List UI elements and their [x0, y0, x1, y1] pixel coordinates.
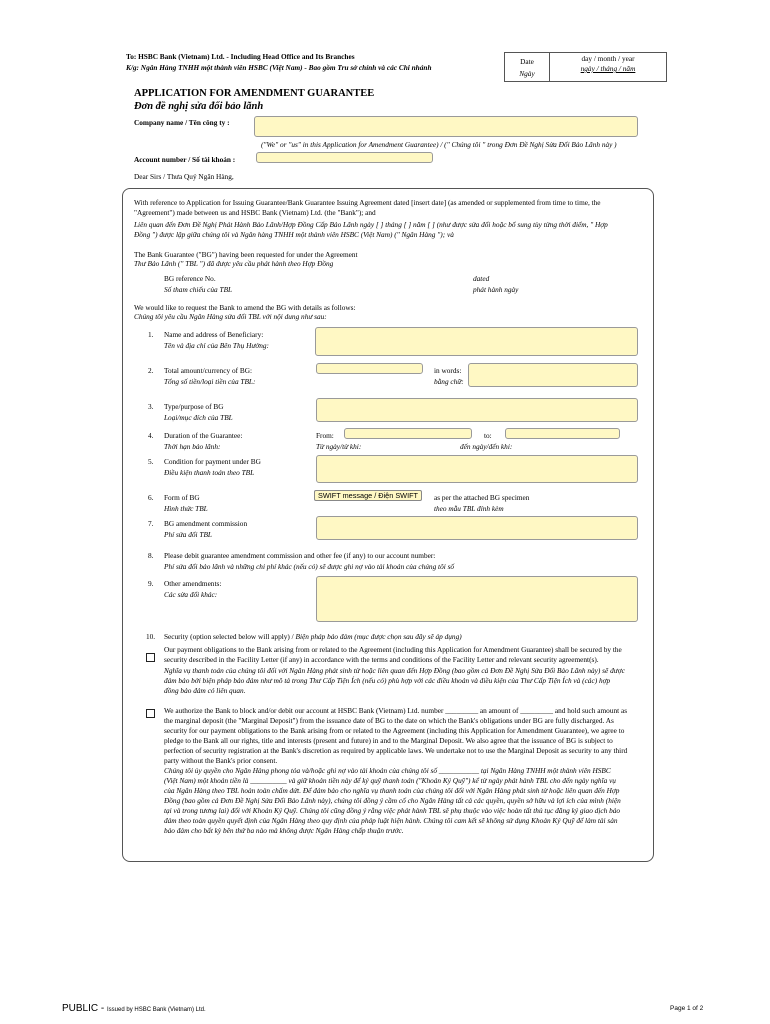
item-7-number: 7. [148, 519, 154, 528]
item-3-number: 3. [148, 402, 154, 411]
bg-requested-line: The Bank Guarantee ("BG") having been requested for under the Agreement [134, 250, 358, 259]
to-label-vn: đến ngày/đến khi: [460, 442, 513, 451]
item-5-label-vn: Điều kiện thanh toán theo TBL [164, 468, 255, 477]
date-label-box [504, 52, 550, 82]
security-option-2-line: đảm theo toàn quyền quyết định của Ngân Hàng theo quy định của pháp luật hiện hành. Chúng tôi cam kết sẽ không sử dụng Khoản Ký Quỹ để làm tài sản [164, 816, 618, 825]
item-9-label: Other amendments: [164, 579, 222, 588]
intro-line-1: With reference to Application for Issuing Guarantee/Bank Guarantee Issuing Agreement dated [insert date] (as amended or supplemented from time to time, the [134, 198, 601, 207]
security-option-2-line: pledge to the Bank all our rights, title and interests (present and future) in and to the Marginal Deposit. We also agree that the issuance of BG is subject to [164, 736, 613, 745]
amend-request-line: We would like to request the Bank to amend the BG with details as follows: [134, 303, 356, 312]
intro-line-2: "Agreement") made between us and HSBC Bank (Vietnam) Ltd. (the "Bank"); and [134, 208, 376, 217]
bg-type-input[interactable] [316, 398, 638, 422]
item-2-label: Total amount/currency of BG: [164, 366, 253, 375]
footer-issued: Issued by HSBC Bank (Vietnam) Ltd. [107, 1007, 206, 1013]
intro-line-4: Đồng ") được lập giữa chúng tôi và Ngân hàng TNHH một thành viên HSBC (Việt Nam) (" Ngân Hàng "); và [134, 230, 454, 239]
item-10-label-en: Security (option selected below will apply) / [164, 632, 296, 641]
item-6-label-vn: Hình thức TBL [164, 504, 208, 513]
item-8-label: Please debit guarantee amendment commission and other fee (if any) to our account number: [164, 551, 436, 560]
item-5-number: 5. [148, 457, 154, 466]
item-6-label: Form of BG [164, 493, 200, 502]
beneficiary-input[interactable] [315, 327, 638, 356]
duration-from-input[interactable] [344, 428, 472, 439]
item-10-label-vn: Biện pháp bảo đảm (mục được chọn sau đây sẽ áp dụng) [295, 632, 462, 641]
page-title-vn: Đơn đề nghị sửa đổi bảo lãnh [134, 101, 264, 112]
item-1-label-vn: Tên và địa chỉ của Bên Thụ Hưởng: [164, 341, 269, 350]
security-option-2-line: (Việt Nam) một khoản tiền là __________ và giữ khoản tiền này để ký quỹ thanh toán ("Khoản Ký Quỹ") kể từ ngày phát hành TBL cho đến ngày nghĩa vụ [164, 776, 616, 785]
to-line: To: HSBC Bank (Vietnam) Ltd. - Including Head Office and Its Branches [126, 52, 355, 61]
date-label: Date [520, 57, 534, 66]
item-8-label-vn: Phí sửa đổi bảo lãnh và những chi phí khác (nếu có) sẽ được ghi nợ vào tài khoản của chúng tôi số [164, 562, 455, 571]
bg-form-select[interactable]: SWIFT message / Điện SWIFT [314, 490, 422, 501]
item-1-label: Name and address of Beneficiary: [164, 330, 264, 339]
intro-line-3: Liên quan đến Đơn Đề Nghị Phát Hành Bảo Lãnh/Hợp Đồng Cấp Bảo Lãnh ngày [ ] tháng [ ] năm [ ] (như được sửa đổi hoặc bổ sung tùy từng thời điểm, " Hợp [134, 220, 608, 229]
item-7-label: BG amendment commission [164, 519, 248, 528]
security-option-2-checkbox[interactable] [146, 709, 155, 718]
item-4-number: 4. [148, 431, 154, 440]
in-words-label: in words: [434, 366, 462, 375]
bg-dated-label: dated [473, 274, 490, 283]
security-option-2-line: tại và trong tương lai) đối với Khoản Ký Quỹ. Chúng tôi cũng đồng ý rằng việc phát hành TBL sẽ phụ thuộc vào việc hoàn tất thủ tục đăng ký giao dịch bảo [164, 806, 621, 815]
item-10-number: 10. [146, 632, 156, 641]
to-label: to: [484, 431, 492, 440]
from-label: From: [316, 431, 334, 440]
date-input-box[interactable] [549, 52, 667, 82]
company-name-input[interactable] [254, 116, 638, 137]
footer-public: PUBLIC - [62, 1003, 105, 1014]
security-option-2-line: the marginal deposit (the "Marginal Deposit") from the issuance date of BG to the date on which the Bank's obligations under BG are fully discharged. As [164, 716, 614, 725]
from-label-vn: Từ ngày/từ khi: [316, 442, 362, 451]
security-option-1-checkbox[interactable] [146, 653, 155, 662]
security-option-2-line: We authorize the Bank to block and/or debit our account at HSBC Bank (Vietnam) Ltd. number _________ an amount of _________ and hold such amount as [164, 706, 628, 715]
item-6-number: 6. [148, 493, 154, 502]
payment-condition-input[interactable] [316, 455, 638, 483]
item-4-label-vn: Thời hạn bảo lãnh: [164, 442, 221, 451]
account-number-input[interactable] [256, 152, 433, 163]
duration-to-input[interactable] [505, 428, 620, 439]
item-1-number: 1. [148, 330, 154, 339]
security-option-2-line: Chúng tôi ủy quyền cho Ngân Hàng phong tỏa và/hoặc ghi nợ vào tài khoản của chúng tôi số ___________ tại Ngân Hàng TNHH một thành viên HSBC [164, 766, 611, 775]
security-option-2-line: perfection of security registration at the Bank's discretion as required by applicable laws. We undertake not to use the Marginal Deposit as security to any third [164, 746, 628, 755]
page-title: APPLICATION FOR AMENDMENT GUARANTEE [134, 88, 375, 99]
page-number: Page 1 of 2 [670, 1005, 704, 1012]
account-number-label: Account number / Số tài khoản : [134, 155, 236, 164]
item-3-label-vn: Loại/mục đích của TBL [164, 413, 233, 422]
bg-reference-label: BG reference No. [164, 274, 216, 283]
item-9-label-vn: Các sửa đổi khác: [164, 590, 218, 599]
item-2-label-vn: Tổng số tiền/loại tiền của TBL: [164, 377, 256, 386]
security-option-1-line: security described in the Facility Letter (if any) in accordance with the terms and conditions of the Facility Letter and relevant security agreement(s). [164, 655, 599, 664]
company-name-label: Company name / Tên công ty : [134, 118, 230, 127]
security-option-1-line: đảm bảo bởi biện pháp bảo đảm như mô tả trong Thư Cấp Tiện Ích (nếu có) phù hợp với các điều khoản và điều kiện của Thư Cấp Tiện Ích và (các) hợp [164, 676, 611, 685]
item-7-label-vn: Phí sửa đổi TBL [164, 530, 212, 539]
security-option-2-line: security for our payment obligations to the Bank arising from or related to the Agreement (including this Application for Amendment Guarantee), we agree to [164, 726, 625, 735]
security-option-1-line: đồng bảo đảm có liên quan. [164, 686, 246, 695]
amend-request-line-vn: Chúng tôi yêu cầu Ngân Hàng sửa đổi TBL với nội dung như sau: [134, 312, 327, 321]
bg-dated-label-vn: phát hành ngày [473, 285, 519, 294]
date-format-vn: ngày / tháng / năm [580, 64, 636, 73]
other-amendments-input[interactable] [316, 576, 638, 622]
security-option-2-line: của Ngân Hàng theo TBL hoàn toàn chấm dứt. Để đảm bảo cho nghĩa vụ thanh toán của chúng tôi đối với Ngân Hàng phát sinh từ hoặc liên quan đến Hợp [164, 786, 620, 795]
item-3-label: Type/purpose of BG [164, 402, 224, 411]
footer-classification [62, 1003, 206, 1014]
amount-input[interactable] [316, 363, 423, 374]
item-5-label: Condition for payment under BG [164, 457, 261, 466]
item-2-number: 2. [148, 366, 154, 375]
security-option-2-line: Đồng (bao gồm cả Đơn Đề Nghị Sửa Đổi Bảo Lãnh này), chúng tôi đồng ý cầm cố cho Ngân Hàng tất cả các quyền, quyền sở hữu và lợi ích của mình (hiện [164, 796, 621, 805]
item-4-label: Duration of the Guarantee: [164, 431, 243, 440]
in-words-label-vn: bằng chữ: [434, 377, 464, 386]
item-9-number: 9. [148, 579, 154, 588]
item-8-number: 8. [148, 551, 154, 560]
item-10-label [164, 632, 462, 642]
security-option-1-line: Our payment obligations to the Bank arising from or related to the Agreement (including this Application for Amendment Guarantee) shall be secured by the [164, 645, 622, 654]
amount-in-words-input[interactable] [468, 363, 638, 387]
date-label-vn: Ngày [519, 69, 535, 78]
we-us-note: ("We" or "us" in this Application for Amendment Guarantee) / (" Chúng tôi " trong Đơn Đề Nghị Sửa Đổi Bảo Lãnh này ) [261, 140, 617, 149]
specimen-label: as per the attached BG specimen [434, 493, 530, 502]
kg-line: K/g: Ngân Hàng TNHH một thành viên HSBC (Việt Nam) - Bao gồm Tru sở chính và các Chi nhánh [126, 63, 432, 72]
bg-requested-line-vn: Thư Bảo Lãnh (" TBL ") đã được yêu cầu phát hành theo Hợp Đồng [134, 259, 334, 268]
security-option-1-line: Nghĩa vụ thanh toán của chúng tôi đối với Ngân Hàng phát sinh từ hoặc liên quan đến Hợp Đồng (bao gồm cả Đơn Đề Nghị Sửa Đổi Bảo Lãnh này) sẽ được [164, 666, 625, 675]
specimen-label-vn: theo mẫu TBL đính kèm [434, 504, 504, 513]
security-option-2-line: party without the Bank's prior consent. [164, 756, 278, 765]
amendment-commission-input[interactable] [316, 516, 638, 540]
salutation: Dear Sirs / Thưa Quý Ngân Hàng, [134, 172, 234, 181]
security-option-2-line: bảo đảm cho bất kỳ bên thứ ba nào mà không được Ngân Hàng chấp thuận trước. [164, 826, 404, 835]
bg-reference-label-vn: Số tham chiếu của TBL [164, 285, 233, 294]
date-format: day / month / year [581, 54, 635, 63]
